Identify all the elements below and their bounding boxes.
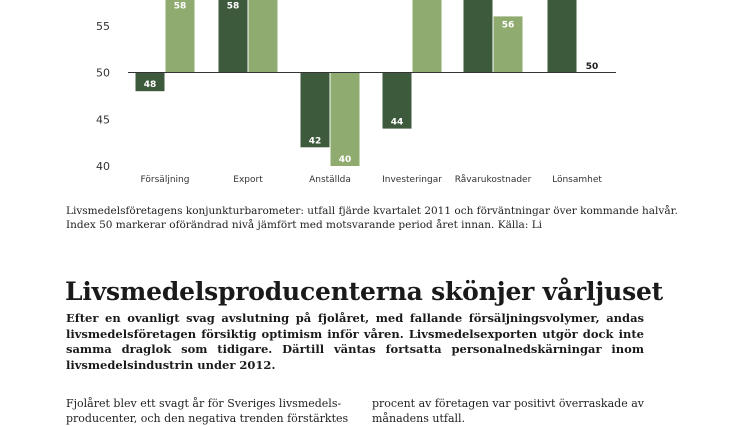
bar-chart	[0, 0, 746, 200]
data-label: 56	[501, 20, 515, 31]
category-label: Råvarukostnader	[454, 175, 532, 185]
data-label: 48	[143, 80, 157, 91]
data-label: 42	[308, 136, 322, 147]
chart-caption	[66, 204, 706, 232]
category-label: Export	[233, 175, 263, 185]
category-label: Försäljning	[140, 175, 190, 185]
bar-forvantning-3	[413, 0, 442, 72]
y-tick-label: 50	[96, 66, 110, 80]
body-text-line: månadens utfall.	[372, 412, 466, 425]
body-text-line: Fjolåret blev ett svagt år för Sveriges livsmedels-	[66, 397, 342, 410]
data-label: 58	[226, 1, 240, 12]
body-text-line: producenter, och den negativa trenden förstärktes	[66, 412, 349, 425]
y-tick-label: 40	[96, 160, 110, 173]
category-label: Investeringar	[382, 175, 442, 185]
y-tick-label: 55	[96, 19, 110, 33]
caption-line-1: Livsmedelsföretagens konjunkturbarometer: utfall fjärde kvartalet 2011 och förväntningar över kommande halvår.	[66, 205, 678, 217]
body-column-2	[372, 396, 644, 426]
data-label: 44	[390, 117, 404, 128]
category-label: Lönsamhet	[552, 175, 602, 185]
bar-utfall-5	[548, 0, 577, 72]
bar-forvantning-1	[249, 0, 278, 73]
body-text-line: procent av företagen var positivt överraskade av	[372, 397, 644, 410]
category-label: Anställda	[309, 175, 351, 185]
caption-line-2: Index 50 markerar oförändrad nivå jämfört med motsvarande period året innan. Källa: Li	[66, 219, 543, 231]
y-tick-label: 45	[96, 113, 110, 127]
data-label: 58	[173, 1, 187, 12]
data-label: 50	[585, 62, 599, 72]
bar-forvantning-2	[331, 73, 360, 167]
article-headline: Livsmedelsproducenterna skönjer vårljuset	[65, 277, 664, 306]
bar-utfall-4	[464, 0, 493, 72]
article-lead: Efter en ovanligt svag avslutning på fjolåret, med fallande försäljningsvolymer, andas livsmedelsföretagen försiktig optimism inför våren. Livsmedelsexporten utgör dock inte samma draglok som tidigare. Därtill väntas fortsatta personalnedskärningar inom livsmedelsindustrin under 2012.	[66, 311, 644, 372]
body-column-1	[66, 396, 349, 426]
data-label: 40	[338, 155, 352, 165]
